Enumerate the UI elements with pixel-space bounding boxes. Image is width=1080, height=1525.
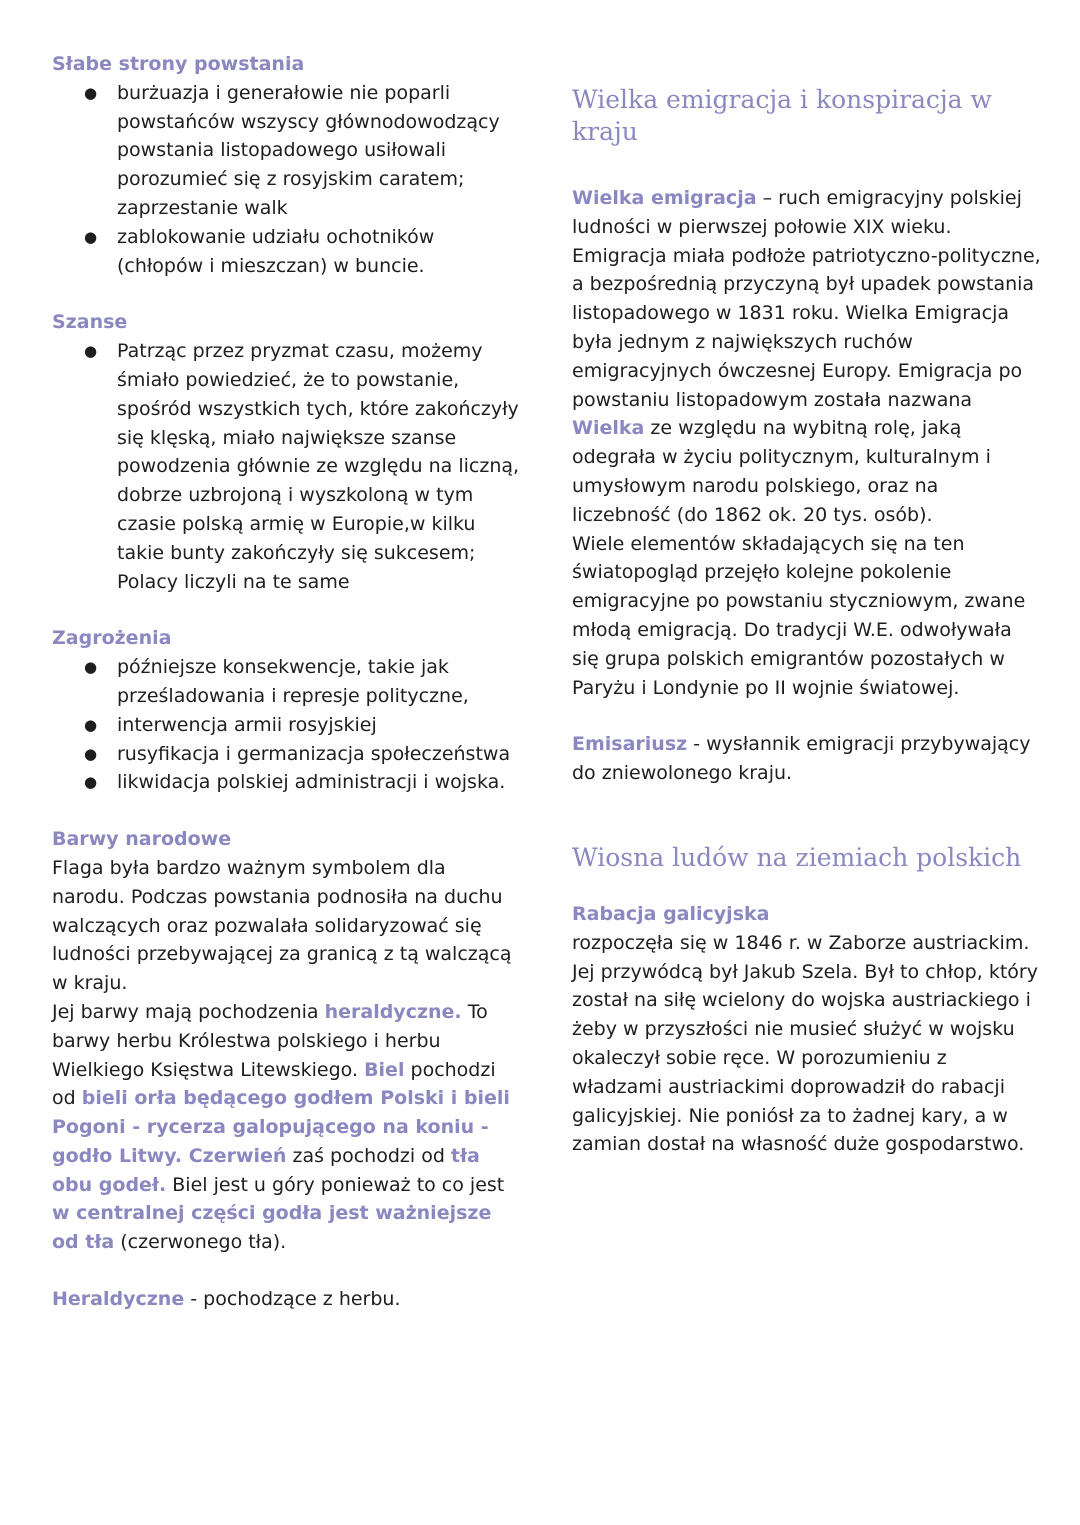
emissary-definition — [572, 730, 1042, 788]
national-colors-paragraph-2 — [52, 998, 522, 1257]
heraldic-def: - pochodzące z herbu. — [184, 1288, 401, 1311]
heraldic-definition — [52, 1285, 522, 1314]
emissary-term: Emisariusz — [572, 733, 688, 756]
text-run: pochodzi od — [52, 1058, 496, 1110]
highlight-white: Biel — [364, 1058, 405, 1081]
chances-title: Szanse — [52, 311, 128, 334]
highlight-center: w centralnej części godła jest ważniejsze od tła — [52, 1202, 492, 1254]
national-colors-title: Barwy narodowe — [52, 828, 232, 851]
emigration-paragraph-2: Wiele elementów składających się na ten światopogląd przejęło kolejne pokolenie emigracyjne po powstaniu styczniowym, zwane młodą emigracją. Do tradycji W.E. odwoływała się grupa polskich emigrantów pozostałych w Paryżu i Londynie po II wojnie światowej. — [572, 532, 1026, 699]
highlight-wielka: Wielka — [572, 417, 645, 440]
threats-title: Zagrożenia — [52, 627, 172, 650]
list-item: ● Patrząc przez pryzmat czasu, możemy śmiało powiedzieć, że to powstanie, spośród wszystkich tych, które zakończyły się klęską, miało największe szanse powodzenia głównie ze względu na liczną, dobrze uzbrojoną i wyszkoloną w tym czasie polską armię w Europie,w kilku takie bunty zakończyły się sukcesem; Polacy liczyli na te same — [52, 337, 522, 596]
national-colors-paragraph-1: Flaga była bardzo ważnym symbolem dla narodu. Podczas powstania podnosiła na duchu walczących oraz pozwalała solidaryzować się ludności przebywającej za granicą z tą walczącą w kraju. — [52, 856, 512, 995]
weak-points-list — [52, 79, 522, 281]
text-run: ze względu na wybitną rolę, jaką odegrała w życiu politycznym, kulturalnym i umysłowym narodu polskiego, oraz na liczebność (do 1862 ok. 20 tys. osób). — [572, 417, 991, 526]
emigration-term: Wielka emigracja — [572, 187, 757, 209]
text-run: – ruch emigracyjny polskiej ludności w pierwszej połowie XIX wieku. Emigracja miała podłoże patriotyczno-polityczne, a bezpośrednią przyczyną był upadek powstania listopadowego w 1831 roku. Wielka Emigracja była jednym z największych ruchów emigracyjnych ówczesnej Europy. Emigracja po powstaniu listopadowym została nazwana — [572, 187, 1041, 411]
text-run: Jej barwy mają pochodzenia — [52, 1000, 325, 1023]
rabacja-text: rozpoczęła się w 1846 r. w Zaborze austriackim. Jej przywódcą był Jakub Szela. Był to chłop, który został na siłę wcielony do wojska austriackiego i żeby w przyszłości nie musieć służyć w wojsku okaleczył sobie ręce. W porozumieniu z władzami austriackimi doprowadził do rabacji galicyjskiej. Nie poniósł za to żadnej kary, a w zamian dostał na własność duże gospodarstwo. — [572, 931, 1038, 1156]
chances-list — [52, 337, 522, 596]
list-item: ● późniejsze konsekwencje, takie jak prześladowania i represje polityczne, — [52, 653, 522, 711]
list-item: ● likwidacja polskiej administracji i wojska. — [52, 768, 522, 797]
highlight-heraldic: heraldyczne. — [324, 1000, 462, 1023]
highlight-white-origin: bieli orła będącego godłem Polski i bieli Pogoni - rycerza galopującego na koniu - godło Litwy. Czerwień — [52, 1087, 510, 1167]
emigration-heading: Wielka emigracja i konspiracja w kraju — [572, 85, 992, 146]
spring-heading: Wiosna ludów na ziemiach polskich — [572, 842, 1022, 872]
left-column — [52, 50, 522, 1314]
weak-points-title: Słabe strony powstania — [52, 53, 305, 75]
weak-points-section — [52, 50, 522, 280]
text-run: To barwy herbu Królestwa polskiego i herbu Wielkiego Księstwa Litewskiego. — [52, 1000, 488, 1081]
list-item: ● interwencja armii rosyjskiej — [52, 711, 522, 740]
rabacja-title: Rabacja galicyjska — [572, 902, 770, 925]
emigration-paragraph-1 — [572, 184, 1042, 530]
text-run: zaś pochodzi od — [286, 1144, 451, 1167]
highlight-background: tła obu godeł. — [52, 1144, 480, 1196]
text-run: (czerwonego tła). — [114, 1231, 287, 1254]
threats-list — [52, 653, 522, 797]
threats-section — [52, 624, 522, 797]
national-colors-section — [52, 825, 522, 1257]
emissary-def: - wysłannik emigracji przybywający do zniewolonego kraju. — [572, 733, 1031, 785]
list-item: ● zablokowanie udziału ochotników (chłopów i mieszczan) w buncie. — [52, 223, 522, 281]
list-item: ● rusyfikacja i germanizacja społeczeństwa — [52, 740, 522, 769]
text-run: Biel jest u góry ponieważ to co jest — [166, 1173, 505, 1196]
right-column — [572, 50, 1042, 1159]
chances-section — [52, 308, 522, 596]
list-item: ● burżuazja i generałowie nie poparli powstańców wszyscy głównodowodzący powstania listopadowego usiłowali porozumieć się z rosyjskim caratem; zaprzestanie walk — [52, 79, 522, 223]
heraldic-term: Heraldyczne — [52, 1288, 185, 1311]
